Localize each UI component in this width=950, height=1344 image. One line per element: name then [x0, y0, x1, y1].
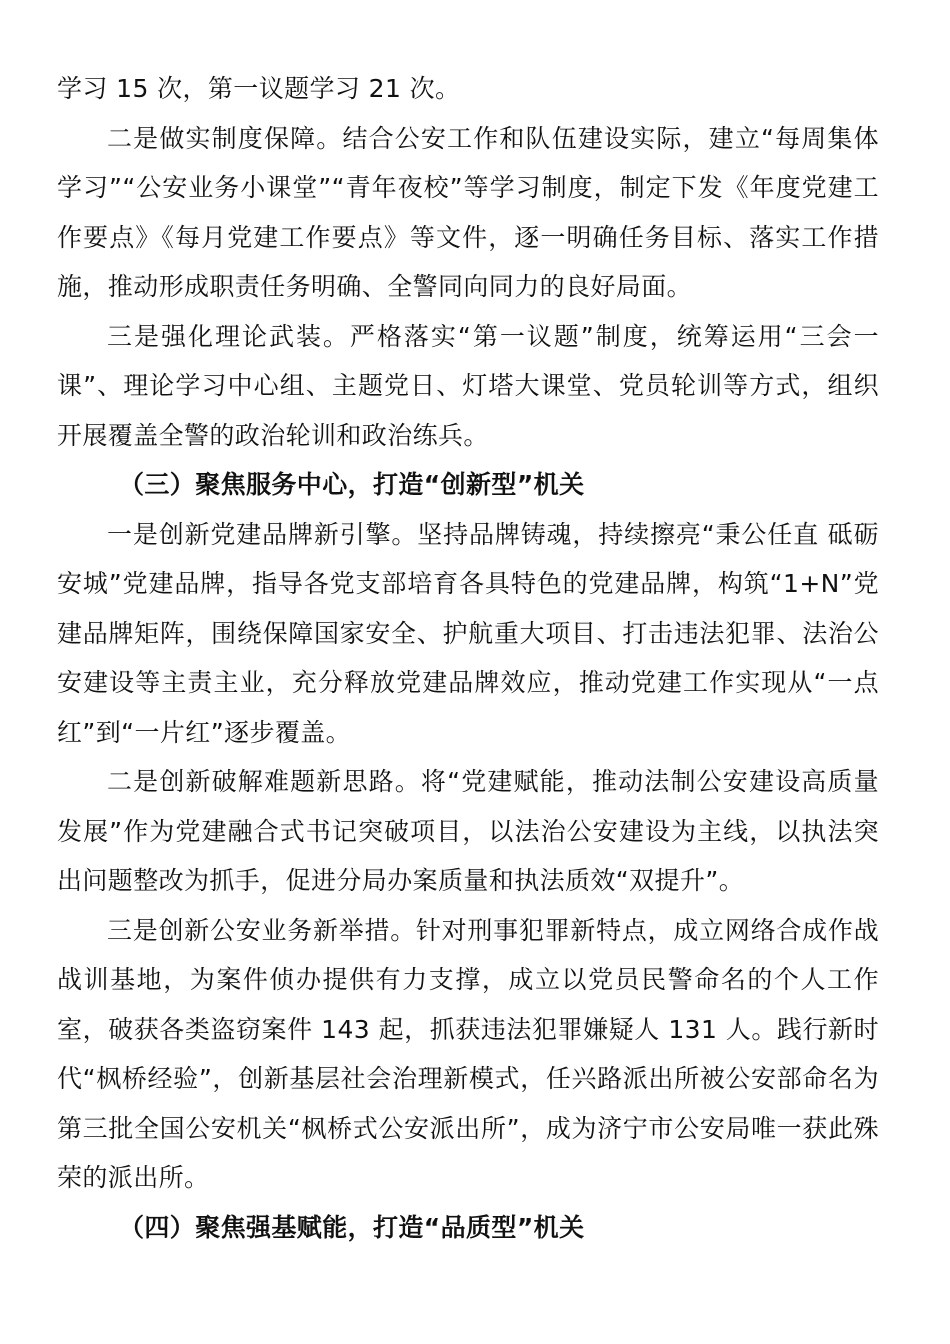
document-body	[57, 64, 879, 1252]
paragraph-police-measures: 三是创新公安业务新举措。针对刑事犯罪新特点，成立网络合成作战战训基地，为案件侦办提供有力支撑，成立以党员民警命名的个人工作室，破获各类盗窃案件 143 起，抓获违法犯罪嫌疑人 131 人。践行新时代“枫桥经验”，创新基层社会治理新模式，任兴路派出所被公安部命名为第三批全国公安机关“枫桥式公安派出所”，成为济宁市公安局唯一获此殊荣的派出所。	[57, 915, 879, 1192]
section-heading-4: （四）聚焦强基赋能，打造“品质型”机关	[119, 1212, 585, 1242]
paragraph-continuation: 学习 15 次，第一议题学习 21 次。	[57, 74, 461, 103]
paragraph-theory-armament: 三是强化理论武装。严格落实“第一议题”制度，统筹运用“三会一课”、理论学习中心组、主题党日、灯塔大课堂、党员轮训等方式，组织开展覆盖全警的政治轮训和政治练兵。	[57, 321, 879, 450]
section-heading-3: （三）聚焦服务中心，打造“创新型”机关	[119, 470, 585, 499]
paragraph-brand-engine: 一是创新党建品牌新引擎。坚持品牌铸魂，持续擦亮“秉公任直 砥砺安城”党建品牌，指导各党支部培育各具特色的党建品牌，构筑“1+N”党建品牌矩阵，围绕保障国家安全、护航重大项目、打击违法犯罪、法治公安建设等主责主业，充分释放党建品牌效应，推动党建工作实现从“一点红”到“一片红”逐步覆盖。	[57, 519, 879, 747]
paragraph-problem-solving: 二是创新破解难题新思路。将“党建赋能，推动法制公安建设高质量发展”作为党建融合式书记突破项目，以法治公安建设为主线，以执法突出问题整改为抓手，促进分局办案质量和执法质效“双提升”。	[57, 767, 879, 895]
paragraph-institutional-guarantee: 二是做实制度保障。结合公安工作和队伍建设实际，建立“每周集体学习”“公安业务小课堂”“青年夜校”等学习制度，制定下发《年度党建工作要点》《每月党建工作要点》等文件，逐一明确任务目标、落实工作措施，推动形成职责任务明确、全警同向同力的良好局面。	[57, 123, 879, 301]
